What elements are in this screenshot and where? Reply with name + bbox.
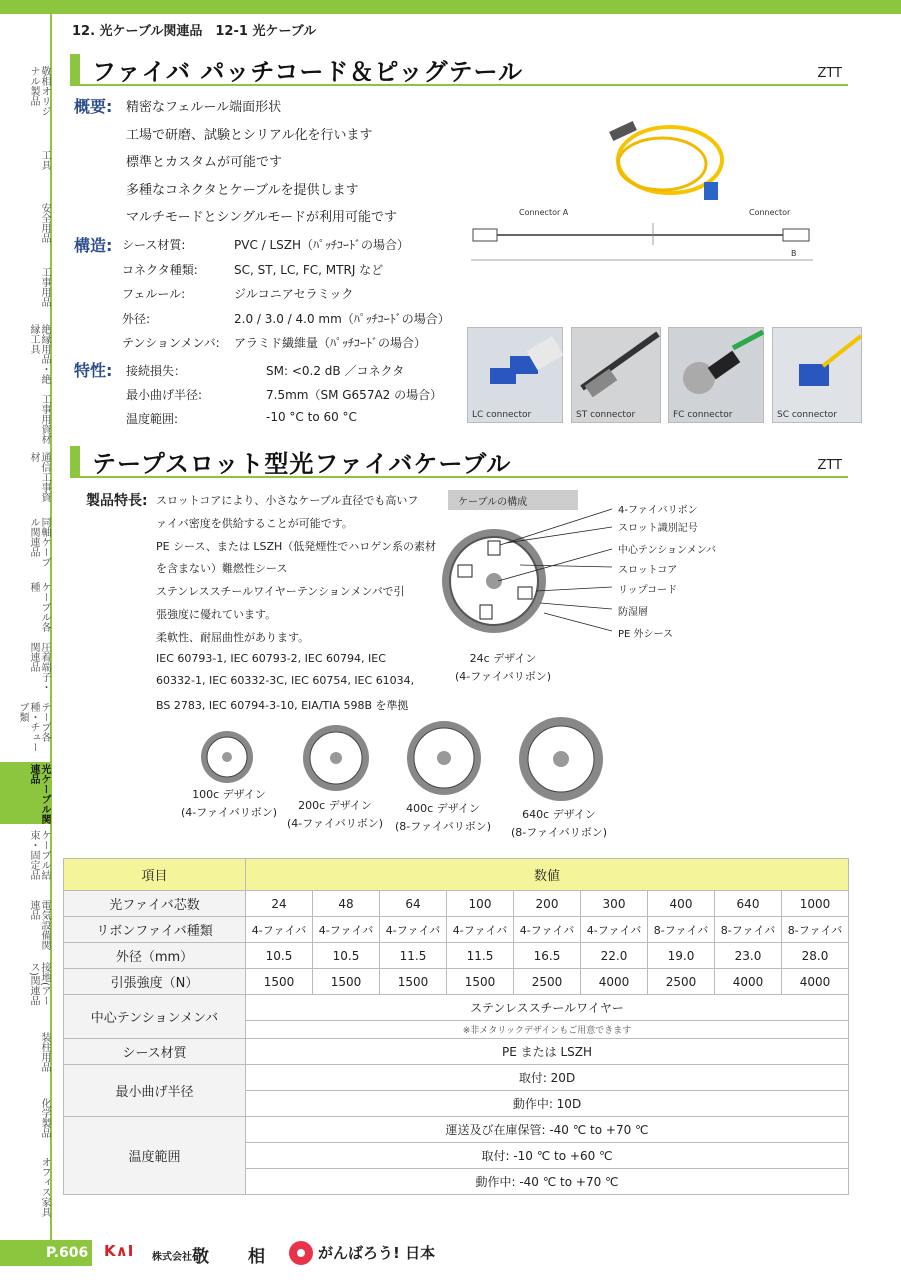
design-640c-caption2: (8-ファイバリボン) (510, 826, 608, 839)
cell-value: 1000 (782, 891, 849, 917)
design-640c-caption1: 640c デザイン (522, 808, 596, 821)
sakura-icon (288, 1240, 314, 1266)
cell-value: 4-ファイバ (514, 917, 581, 943)
sheath-label: シース材質 (64, 1039, 246, 1065)
callout-label: スロットコア (618, 565, 678, 576)
cell-value: 48 (313, 891, 380, 917)
callout-label: 4-ファイバリボン (618, 505, 698, 516)
cell-value: 400 (648, 891, 715, 917)
sidebar-item: 絶縁用品・絶縁工具 (28, 324, 50, 384)
sidebar-item: 化学製品 (39, 1098, 50, 1138)
row-name: 外径（mm） (64, 943, 246, 969)
cell-value: 300 (581, 891, 648, 917)
feature-line: ァイバ密度を供給することが可能です。 (156, 516, 353, 530)
overview-item: 精密なフェルール端面形状 (126, 100, 282, 115)
st-connector-photo (571, 327, 661, 423)
diagram-connector-a: Connector A (519, 208, 569, 217)
overview-item: 標準とカスタムが可能です (126, 155, 283, 170)
cell-value: 4000 (715, 969, 782, 995)
cell-value: 動作中: 10D (246, 1091, 849, 1117)
design-200c-caption1: 200c デザイン (298, 799, 372, 812)
design-400c-icon (406, 720, 482, 796)
callout-label: スロット識別記号 (618, 523, 698, 534)
cell-value: 4-ファイバ (246, 917, 313, 943)
sidebar-item: 光ケーブル関連品 (0, 762, 50, 824)
slogan: がんばろう! 日本 (318, 1244, 436, 1262)
cell-value: ※非メタリックデザインもご用意できます (246, 1021, 849, 1039)
structure-box-label: ケーブルの構成 (448, 490, 578, 510)
callout-label: 防湿層 (618, 607, 648, 618)
cell-value: 10.5 (313, 943, 380, 969)
sidebar-item: 通信工事資材 (28, 452, 50, 502)
cell-value: 4000 (782, 969, 849, 995)
sidebar-item: テープ各種・チューブ類 (17, 702, 50, 752)
kai-logo: K∧I (104, 1242, 134, 1260)
sc-connector-photo (772, 327, 862, 423)
callout-label: 中心テンションメンバ (618, 545, 717, 556)
diagram-label-b: B (791, 249, 797, 258)
center-member-label: 中心テンションメンバ (64, 995, 246, 1039)
structure-key: フェルール: (122, 287, 186, 301)
design-640c-icon (518, 716, 604, 802)
cell-value: 28.0 (782, 943, 849, 969)
sc-caption: SC connector (777, 410, 837, 420)
patch-cord-image (600, 112, 730, 207)
design-100c-caption1: 100c デザイン (192, 788, 266, 801)
cell-value: 4-ファイバ (313, 917, 380, 943)
design-400c-caption2: (8-ファイバリボン) (394, 820, 492, 833)
fc-connector-photo (668, 327, 764, 423)
lc-connector-photo (467, 327, 563, 423)
table-row (64, 969, 849, 995)
sidebar-item: オフィス家具 (39, 1157, 50, 1217)
cell-value: 100 (447, 891, 514, 917)
feature-line: 柔軟性、耐屈曲性があります。 (156, 630, 310, 644)
sidebar-item: 敬相オリジナル製品 (28, 66, 50, 116)
sidebar-item: ケーブル各種 (28, 582, 50, 632)
heading-bar (70, 446, 80, 476)
section1-title: ファイバ パッチコード＆ピッグテール (92, 58, 523, 86)
feature-line: BS 2783, IEC 60794-3-10, EIA/TIA 598B を準拠 (156, 699, 409, 713)
cell-value: 11.5 (380, 943, 447, 969)
row-name: 光ファイバ芯数 (64, 891, 246, 917)
callout-label: PE 外シース (618, 629, 674, 640)
cell-value: 4-ファイバ (380, 917, 447, 943)
cell-value: 4-ファイバ (581, 917, 648, 943)
header-value: 数値 (246, 859, 849, 891)
design-100c-icon (200, 730, 254, 784)
lc-caption: LC connector (472, 410, 532, 420)
sidebar-item: 工具 (39, 150, 50, 170)
table-row (64, 943, 849, 969)
sidebar-item: 接地(アース)関連品 (28, 962, 50, 1006)
table-row (64, 1065, 849, 1091)
table-row (64, 1117, 849, 1143)
sidebar-item: 工事用品 (39, 267, 50, 307)
props-key: 最小曲げ半径: (126, 388, 203, 402)
sidebar-item: 電気設備関連品 (28, 900, 50, 950)
features-label: 製品特長: (86, 493, 148, 509)
feature-line: PE シース、または LSZH（低発煙性でハロゲン系の素材 (156, 539, 437, 553)
structure-key: テンションメンバ: (122, 336, 220, 350)
feature-line: IEC 60793-1, IEC 60793-2, IEC 60794, IEC (156, 651, 386, 665)
table-row (64, 891, 849, 917)
header-item: 項目 (64, 859, 246, 891)
overview-item: マルチモードとシングルモードが利用可能です (126, 210, 397, 225)
cell-value: 19.0 (648, 943, 715, 969)
overview-item: 工場で研磨、試験とシリアル化を行います (126, 127, 373, 143)
overview-item: 多種なコネクタとケーブルを提供します (126, 182, 359, 198)
cell-value: PE または LSZH (246, 1039, 849, 1065)
cell-value: 1500 (447, 969, 514, 995)
diagram-connector-b: Connector (749, 208, 791, 217)
props-value: 7.5mm（SM G657A2 の場合） (266, 388, 443, 402)
props-value: SM: <0.2 dB ／コネクタ (266, 364, 405, 378)
feature-line: 60332-1, IEC 60332-3C, IEC 60754, IEC 61034, (156, 674, 415, 688)
feature-line: 張強度に優れています。 (156, 608, 277, 621)
structure-value: ジルコニアセラミック (234, 287, 354, 301)
cell-value: 4000 (581, 969, 648, 995)
cell-value: 8-ファイバ (715, 917, 782, 943)
st-caption: ST connector (576, 410, 636, 420)
fc-caption: FC connector (673, 410, 733, 420)
row-name: 引張強度（N） (64, 969, 246, 995)
cell-value: 2500 (648, 969, 715, 995)
structure-label: 構造: (74, 236, 113, 255)
cell-value: ステンレススチールワイヤー (246, 995, 849, 1021)
section2-brand: ZTT (817, 458, 842, 473)
structure-value: アラミド繊維量（ﾊﾟｯﾁｺｰﾄﾞの場合） (234, 336, 427, 350)
table-row (64, 995, 849, 1021)
structure-value: SC, ST, LC, FC, MTRJ など (234, 262, 384, 277)
cell-value: 200 (514, 891, 581, 917)
design-400c-caption1: 400c デザイン (406, 802, 480, 815)
structure-key: シース材質: (122, 238, 186, 252)
callout-label: リップコード (618, 585, 678, 596)
cell-value: 1500 (246, 969, 313, 995)
row-name: リボンファイバ種類 (64, 917, 246, 943)
design-100c-caption2: (4-ファイバリボン) (180, 806, 278, 819)
structure-value: 2.0 / 3.0 / 4.0 mm（ﾊﾟｯﾁｺｰﾄﾞの場合） (234, 311, 450, 326)
cell-value: 4-ファイバ (447, 917, 514, 943)
cell-value: 8-ファイバ (782, 917, 849, 943)
connector-diagram (467, 205, 827, 275)
cell-value: 10.5 (246, 943, 313, 969)
props-key: 接続損失： (126, 364, 187, 378)
cell-value: 取付: -10 ℃ to +60 ℃ (246, 1143, 849, 1169)
overview-label: 概要: (74, 97, 113, 116)
cell-value: 動作中: -40 ℃ to +70 ℃ (246, 1169, 849, 1195)
cell-value: 24 (246, 891, 313, 917)
bend-radius-label: 最小曲げ半径 (64, 1065, 246, 1117)
cell-value: 16.5 (514, 943, 581, 969)
table-row (64, 917, 849, 943)
section2-title: テープスロット型光ファイバケーブル (92, 450, 512, 478)
props-label: 特性: (74, 361, 113, 380)
cell-value: 運送及び在庫保管: -40 ℃ to +70 ℃ (246, 1117, 849, 1143)
cell-value: 64 (380, 891, 447, 917)
design-200c-icon (302, 724, 370, 792)
sidebar-item: ケーブル結束・固定品 (28, 830, 50, 880)
heading-bar (70, 54, 80, 84)
cell-value: 2500 (514, 969, 581, 995)
cell-value: 22.0 (581, 943, 648, 969)
company-kei: 敬 (192, 1247, 209, 1267)
cell-value: 23.0 (715, 943, 782, 969)
feature-line: スロットコアにより、小さなケーブル直径でも高いフ (156, 494, 419, 507)
props-value: -10 °C to 60 °C (266, 410, 357, 424)
section1-brand: ZTT (817, 66, 842, 81)
main-caption-1: 24c デザイン (469, 652, 537, 665)
sidebar-item: 同軸ケーブル関連品 (28, 517, 50, 567)
main-caption-2: (4-ファイバリボン) (454, 670, 552, 683)
cell-value: 1500 (313, 969, 380, 995)
sidebar-divider (50, 14, 52, 1244)
top-accent-bar (0, 0, 901, 14)
structure-key: コネクタ種類: (122, 262, 198, 277)
design-200c-caption2: (4-ファイバリボン) (286, 817, 384, 830)
sidebar-item: 工事用資材 (39, 394, 50, 444)
sidebar-item: 圧着端子・関連品 (28, 642, 50, 692)
structure-value: PVC / LSZH（ﾊﾟｯﾁｺｰﾄﾞの場合） (234, 238, 410, 252)
sidebar-item: 安全用品 (39, 203, 50, 243)
breadcrumb: 12. 光ケーブル関連品 12-1 光ケーブル (72, 24, 317, 39)
props-key: 温度範囲: (126, 412, 179, 426)
cell-value: 1500 (380, 969, 447, 995)
page-number: P.606 (0, 1240, 92, 1266)
feature-line: を含まない）難燃性シース (156, 562, 288, 576)
section2-heading (70, 444, 848, 478)
spec-table (63, 858, 849, 1195)
sidebar-item: 装柱用品 (39, 1032, 50, 1072)
table-row (64, 1039, 849, 1065)
cell-value: 取付: 20D (246, 1065, 849, 1091)
section1-heading (70, 52, 848, 86)
structure-key: 外径: (122, 311, 151, 326)
cell-value: 640 (715, 891, 782, 917)
company-kabushiki: 株式会社 (152, 1252, 192, 1263)
cell-value: 8-ファイバ (648, 917, 715, 943)
temp-range-label: 温度範囲 (64, 1117, 246, 1195)
table-header-row (64, 859, 849, 891)
company-sou: 相 (248, 1247, 265, 1267)
cell-value: 11.5 (447, 943, 514, 969)
feature-line: ステンレススチールワイヤーテンションメンバで引 (156, 585, 405, 599)
